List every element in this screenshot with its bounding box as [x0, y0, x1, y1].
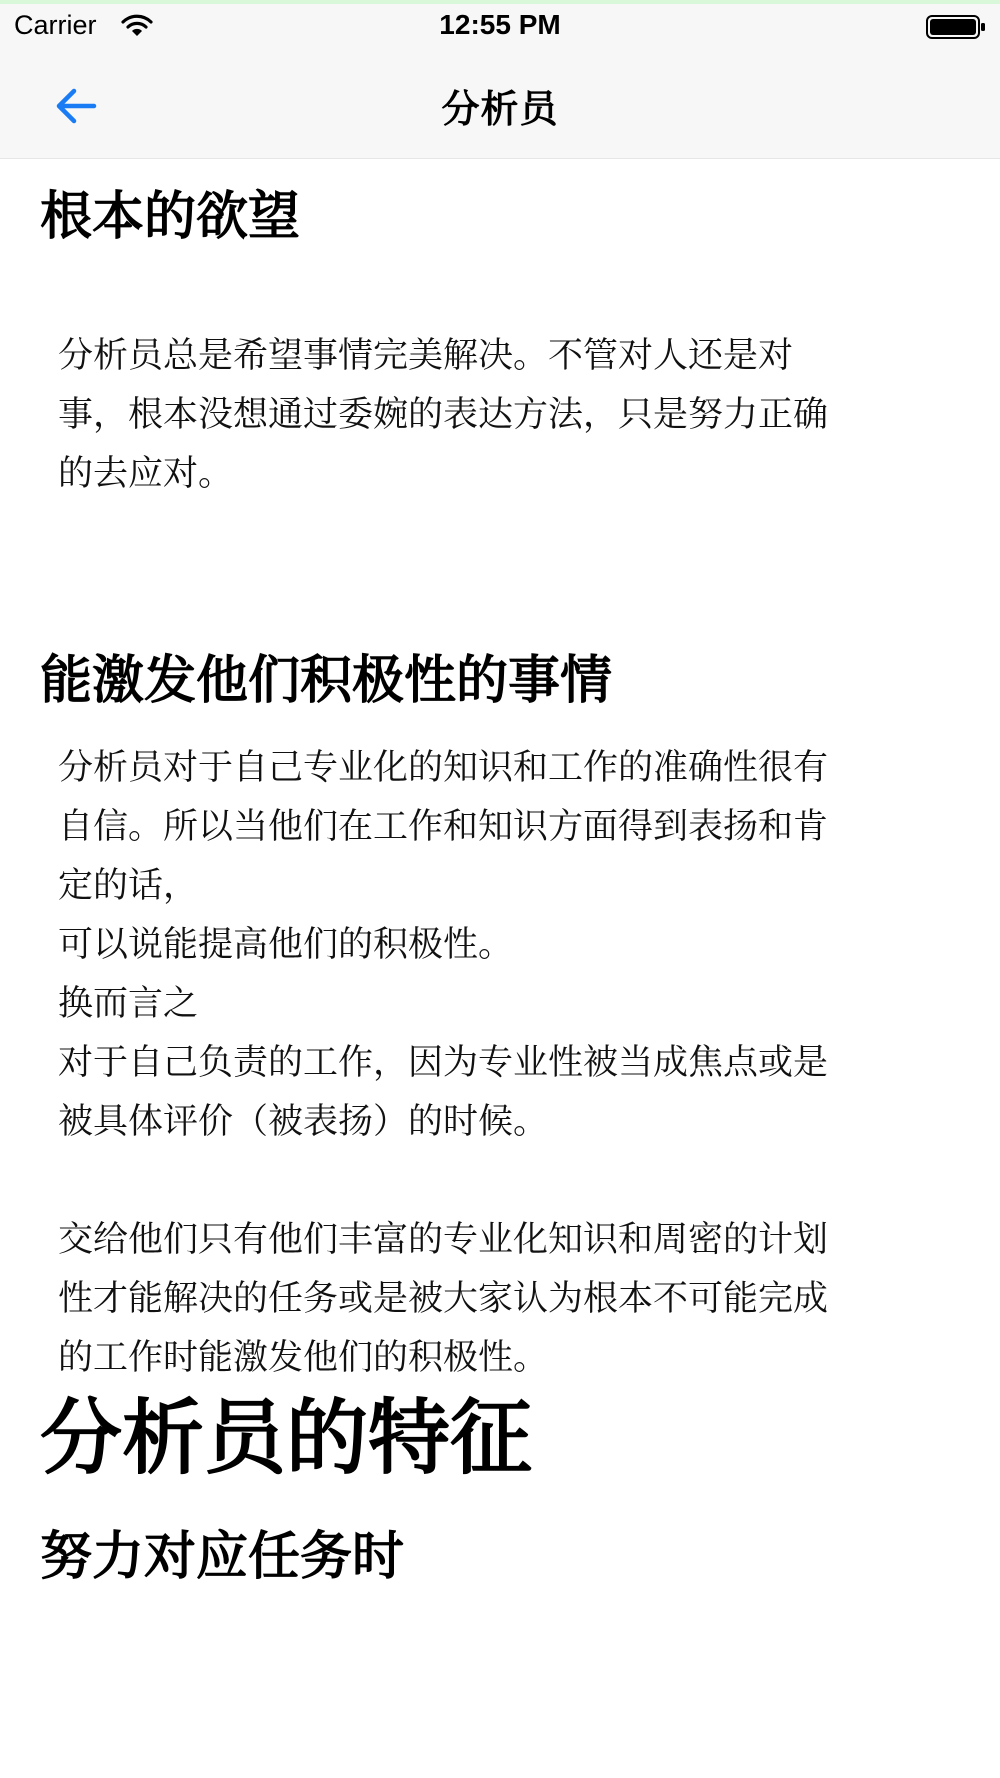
- carrier-label: Carrier: [14, 10, 97, 40]
- paragraph-line: 事，根本没想通过委婉的表达方法，只是努力正确: [58, 395, 829, 435]
- paragraph-line: 定的话，: [58, 866, 199, 906]
- paragraph-line: 性才能解决的任务或是被大家认为根本不可能完成: [58, 1279, 829, 1319]
- navigation-bar: [0, 48, 1000, 159]
- paragraph-line: 交给他们只有他们丰富的专业化知识和周密的计划: [58, 1220, 829, 1260]
- paragraph-line: 分析员总是希望事情完美解决。不管对人还是对: [58, 336, 794, 376]
- paragraph-line: 对于自己负责的工作，因为专业性被当成焦点或是: [58, 1043, 829, 1083]
- section-heading-desire: 根本的欲望: [40, 187, 301, 247]
- paragraph-line: 的工作时能激发他们的积极性。: [58, 1338, 549, 1378]
- paragraph-line: 换而言之: [58, 984, 199, 1024]
- paragraph-line: 被具体评价（被表扬）的时候。: [58, 1102, 549, 1142]
- paragraph-line: 的去应对。: [58, 454, 234, 494]
- paragraph-line: 可以说能提高他们的积极性。: [58, 925, 514, 965]
- paragraph-line: 分析员对于自己专业化的知识和工作的准确性很有: [58, 748, 829, 788]
- paragraph-gap: [58, 1152, 918, 1211]
- paragraph-motivation: [58, 739, 918, 1388]
- page-title: 分析员: [441, 87, 559, 131]
- article-content: [0, 159, 1000, 1778]
- status-time: 12:55 PM: [439, 9, 561, 40]
- paragraph-line: 自信。所以当他们在工作和知识方面得到表扬和肯: [58, 807, 829, 847]
- battery-icon: [926, 14, 986, 40]
- section-heading-motivation: 能激发他们积极性的事情: [40, 651, 613, 711]
- status-bar: [0, 4, 1000, 48]
- paragraph-desire: [58, 327, 918, 504]
- section-title-traits: 分析员的特征: [40, 1391, 533, 1486]
- section-heading-task: 努力对应任务时: [40, 1527, 405, 1587]
